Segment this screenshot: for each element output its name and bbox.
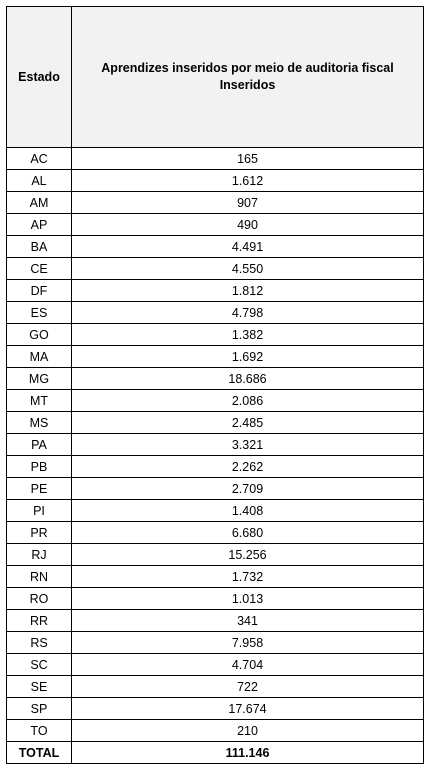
cell-inseridos: 7.958 [72, 632, 424, 654]
cell-estado: PR [7, 522, 72, 544]
cell-inseridos: 1.812 [72, 280, 424, 302]
cell-estado: SE [7, 676, 72, 698]
cell-inseridos: 210 [72, 720, 424, 742]
cell-inseridos: 2.485 [72, 412, 424, 434]
cell-inseridos: 1.013 [72, 588, 424, 610]
cell-estado: MS [7, 412, 72, 434]
table-row [7, 324, 424, 346]
cell-estado: TO [7, 720, 72, 742]
cell-estado: GO [7, 324, 72, 346]
table-row [7, 346, 424, 368]
cell-inseridos: 1.382 [72, 324, 424, 346]
cell-inseridos: 341 [72, 610, 424, 632]
cell-inseridos: 1.612 [72, 170, 424, 192]
cell-estado: SP [7, 698, 72, 720]
cell-estado: DF [7, 280, 72, 302]
table-row [7, 192, 424, 214]
cell-estado: MT [7, 390, 72, 412]
cell-inseridos: 1.408 [72, 500, 424, 522]
table-row [7, 258, 424, 280]
cell-inseridos: 4.491 [72, 236, 424, 258]
cell-inseridos: 4.704 [72, 654, 424, 676]
cell-estado: RS [7, 632, 72, 654]
table-row [7, 390, 424, 412]
header-inseridos-line2: Inseridos [219, 78, 276, 92]
table-row [7, 214, 424, 236]
cell-estado: RJ [7, 544, 72, 566]
header-estado: Estado [7, 7, 72, 148]
table-row [7, 236, 424, 258]
table-row [7, 500, 424, 522]
header-inseridos-line1: Aprendizes inseridos por meio de auditoria fiscal [101, 61, 394, 75]
table-row [7, 566, 424, 588]
table-row [7, 148, 424, 170]
cell-estado: PA [7, 434, 72, 456]
table-row [7, 632, 424, 654]
table-row [7, 302, 424, 324]
cell-inseridos: 490 [72, 214, 424, 236]
cell-estado: PI [7, 500, 72, 522]
cell-inseridos: 2.086 [72, 390, 424, 412]
table-row [7, 610, 424, 632]
cell-estado: PB [7, 456, 72, 478]
cell-inseridos: 2.262 [72, 456, 424, 478]
table-row [7, 522, 424, 544]
table-row [7, 720, 424, 742]
table-row [7, 698, 424, 720]
cell-inseridos: 1.692 [72, 346, 424, 368]
cell-estado: ES [7, 302, 72, 324]
cell-estado: RN [7, 566, 72, 588]
total-row [7, 742, 424, 764]
table-row [7, 676, 424, 698]
cell-estado: SC [7, 654, 72, 676]
table-row [7, 434, 424, 456]
table-body [7, 148, 424, 742]
cell-inseridos: 4.550 [72, 258, 424, 280]
cell-estado: CE [7, 258, 72, 280]
cell-inseridos: 18.686 [72, 368, 424, 390]
table-row [7, 544, 424, 566]
table-row [7, 368, 424, 390]
cell-inseridos: 6.680 [72, 522, 424, 544]
cell-estado: AL [7, 170, 72, 192]
cell-estado: AC [7, 148, 72, 170]
header-inseridos [72, 7, 424, 148]
cell-estado: MG [7, 368, 72, 390]
cell-estado: MA [7, 346, 72, 368]
cell-estado: PE [7, 478, 72, 500]
cell-estado: BA [7, 236, 72, 258]
table-row [7, 588, 424, 610]
cell-inseridos: 15.256 [72, 544, 424, 566]
cell-inseridos: 165 [72, 148, 424, 170]
table-row [7, 412, 424, 434]
cell-inseridos: 907 [72, 192, 424, 214]
cell-estado: AM [7, 192, 72, 214]
cell-inseridos: 722 [72, 676, 424, 698]
table-header-row [7, 7, 424, 148]
cell-estado: RO [7, 588, 72, 610]
cell-inseridos: 3.321 [72, 434, 424, 456]
total-label: TOTAL [7, 742, 72, 764]
table-row [7, 654, 424, 676]
cell-inseridos: 2.709 [72, 478, 424, 500]
cell-inseridos: 4.798 [72, 302, 424, 324]
cell-estado: AP [7, 214, 72, 236]
apprentices-table [6, 6, 424, 764]
cell-estado: RR [7, 610, 72, 632]
total-value: 111.146 [72, 742, 424, 764]
table-row [7, 170, 424, 192]
cell-inseridos: 1.732 [72, 566, 424, 588]
table-row [7, 456, 424, 478]
table-row [7, 478, 424, 500]
cell-inseridos: 17.674 [72, 698, 424, 720]
table-row [7, 280, 424, 302]
